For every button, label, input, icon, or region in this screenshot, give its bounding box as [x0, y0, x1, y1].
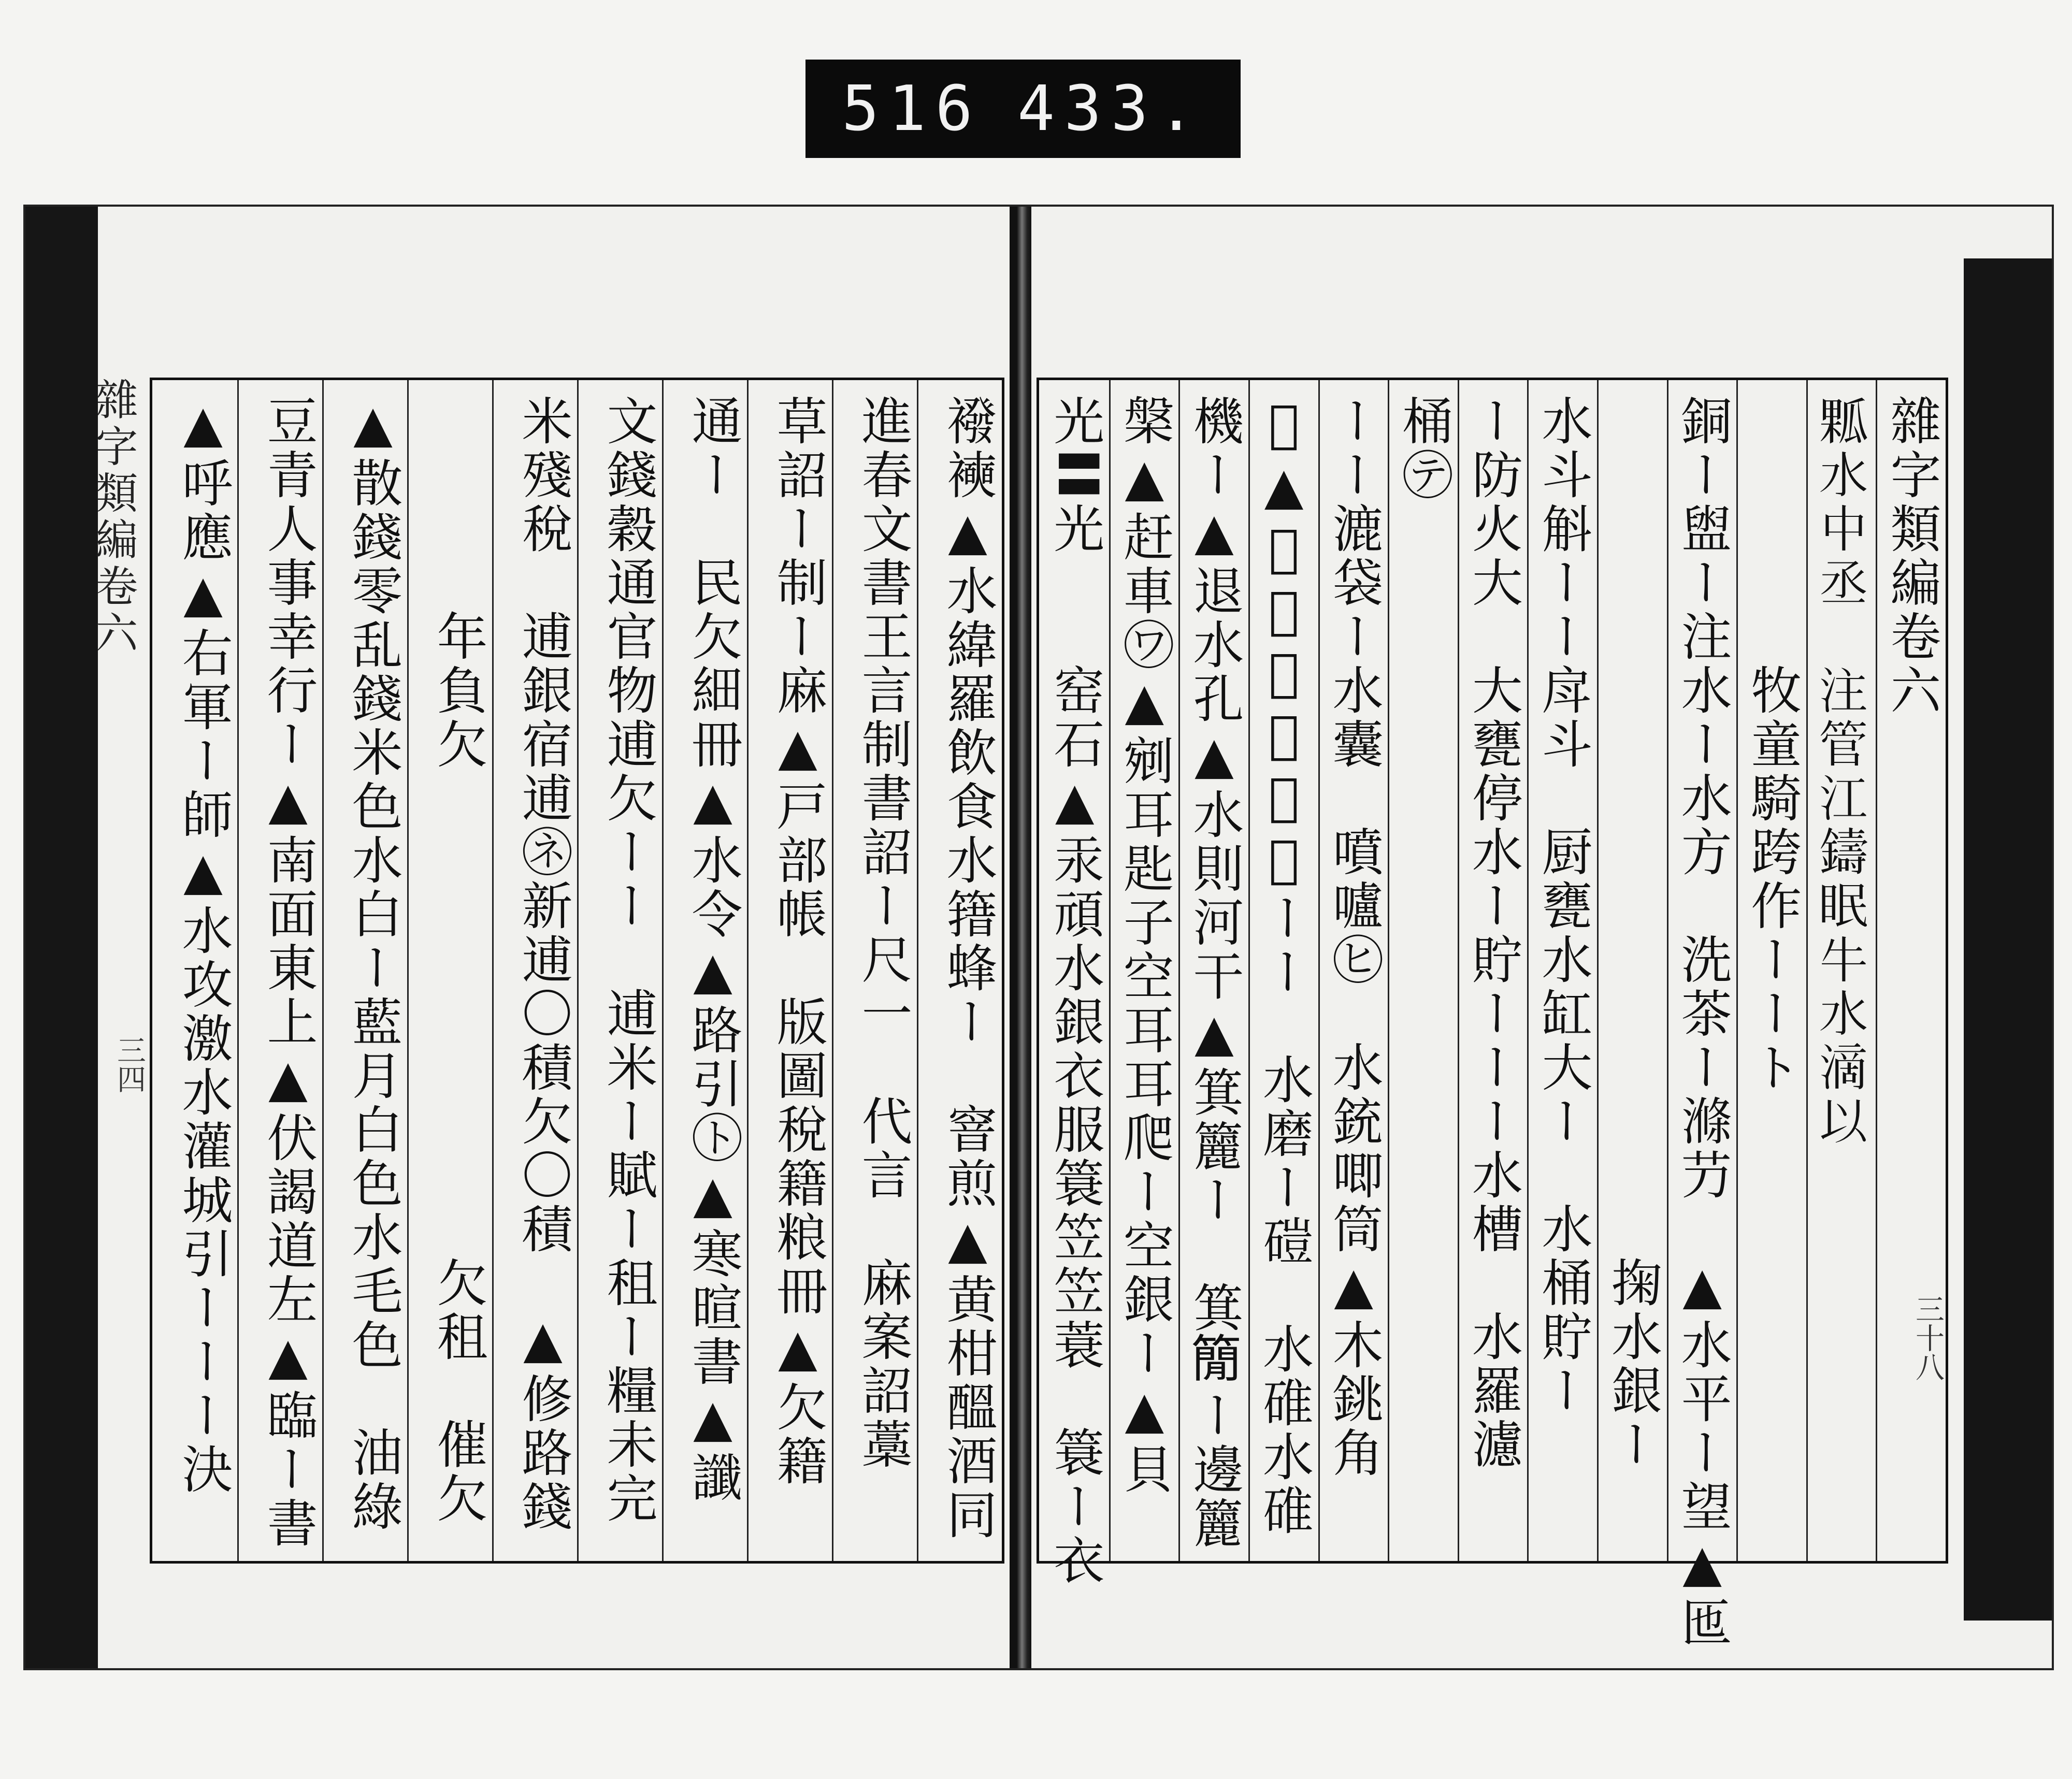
right-column: 掬水銀ー: [1597, 380, 1667, 1561]
left-column: 通ー 民欠細冊▲水令▲路引㋣▲寒暄書▲讖: [662, 380, 747, 1561]
left-page-columns: [152, 380, 1002, 1561]
left-column: 米殘稅 逋銀宿逋㋧新逋〇積欠〇積 ▲修路錢: [492, 380, 577, 1561]
right-column: 𤮗▲筒輪筒車水轉ーー 水磨ー磑 水碓水碓: [1248, 380, 1318, 1561]
right-column: 桶㋢: [1388, 380, 1458, 1561]
right-column: 雜字類編卷六: [1876, 380, 1946, 1561]
left-page: [25, 207, 1019, 1668]
right-column: ーー漉袋ー水囊 噴嚧㋪ 水銃唧筒▲木銚角: [1318, 380, 1388, 1561]
left-column: 年負欠 欠租 催欠: [407, 380, 492, 1561]
right-column: 機ー▲退水孔▲水則河干▲箕籭ー 箕𥳑ー邊籭: [1178, 380, 1248, 1561]
left-column: ▲呼應▲右軍ー師▲水攻激水灌城引ーーー決: [174, 395, 233, 1497]
archive-label-right: 433.: [1017, 73, 1204, 145]
right-column: 𤬁水中丞 注管江鑄眠牛水滴以: [1806, 380, 1876, 1561]
left-column: 草詔ー制ー麻▲戸部帳 版圖稅籍粮冊▲欠籍: [747, 380, 832, 1561]
archive-label: [805, 60, 1241, 158]
right-column: 牧童騎跨作ーート: [1736, 380, 1806, 1561]
left-column: 襏襫▲水緯羅飲食水簎蜂ー 窨煎▲黄柑醞酒同: [917, 380, 1002, 1561]
right-column: 光〓光 窑石▲汞頑水銀衣服簑笠笠蓑 簑ー衣: [1045, 395, 1104, 1588]
right-column: 銅ー盥ー注水ー水方 洗茶ー滌芀 ▲水平ー望▲匜: [1667, 380, 1737, 1561]
right-column: ー防火大 大甕停水ー貯ーーー水槽 水羅濾: [1458, 380, 1528, 1561]
right-page: [1021, 207, 2052, 1668]
archive-label-left: 516: [842, 73, 982, 145]
left-column: 豆青人事幸行ー▲南面東上▲伏謁道左▲臨ー書: [237, 380, 322, 1561]
book-spread: [23, 205, 2054, 1670]
right-folio: 三十八: [1911, 1294, 1945, 1381]
left-column: ▲散錢零乱錢米色水白ー藍月白色水毛色 油綠: [322, 380, 407, 1561]
right-column: 槃▲赶車㋻▲剜耳匙子空耳耳爬ー空銀ー▲貝: [1109, 380, 1179, 1561]
left-column: 文錢穀通官物逋欠ーー 逋米ー賦ー租ー糧未完: [577, 380, 662, 1561]
right-column: 水斗斛ーー戽斗 厨甕水缸大ー 水桶貯ー: [1527, 380, 1597, 1561]
left-folio: 三四: [112, 1035, 146, 1093]
left-column: 進春文書王言制書詔ー尺一 代言 麻案詔藁: [832, 380, 917, 1561]
left-margin-title: 雜字類編卷六: [89, 378, 138, 657]
right-page-columns: [1039, 380, 1946, 1650]
